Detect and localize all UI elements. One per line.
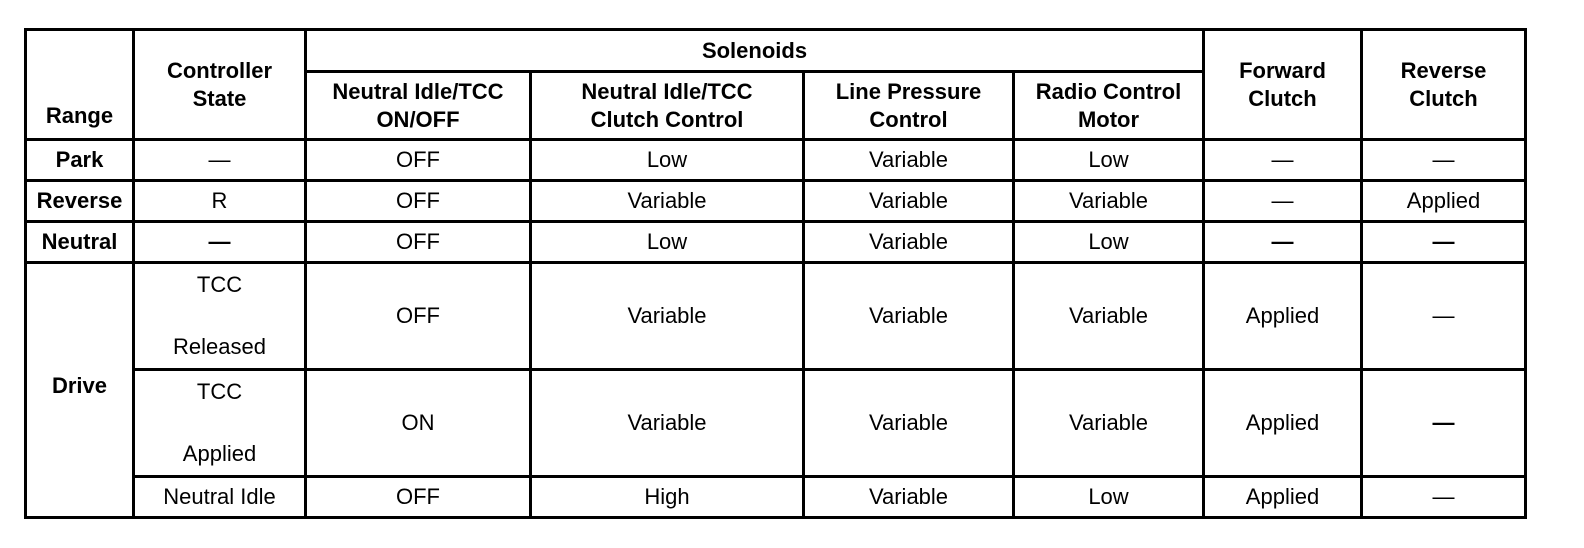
- neutral-idle-onoff-cell: ON: [306, 370, 531, 477]
- neutral-idle-onoff-cell: OFF: [306, 140, 531, 181]
- radio-control-cell: Variable: [1014, 181, 1204, 222]
- radio-control-cell: Variable: [1014, 370, 1204, 477]
- header-line-pressure-control: [804, 72, 1014, 140]
- reverse-clutch-cell: —: [1362, 370, 1526, 477]
- radio-control-cell: Low: [1014, 140, 1204, 181]
- header-forward-clutch-line2: Clutch: [1248, 85, 1317, 111]
- header-controller-state-line2: State: [192, 85, 247, 111]
- header-reverse-clutch-line2: Clutch: [1409, 85, 1478, 111]
- controller-state-bottom: Released: [173, 334, 266, 359]
- line-pressure-cell: Variable: [804, 181, 1014, 222]
- radio-control-cell: Low: [1014, 222, 1204, 263]
- table-row-drive-applied: [26, 370, 1526, 477]
- reverse-clutch-cell: —: [1362, 263, 1526, 370]
- header-range: Range: [26, 30, 134, 140]
- clutch-control-cell: High: [531, 477, 804, 518]
- forward-clutch-cell: —: [1204, 181, 1362, 222]
- controller-state-cell: —: [134, 222, 306, 263]
- controller-state-cell: [134, 370, 306, 477]
- forward-clutch-cell: Applied: [1204, 477, 1362, 518]
- range-reverse: Reverse: [26, 181, 134, 222]
- clutch-control-cell: Variable: [531, 263, 804, 370]
- header-reverse-clutch: [1362, 30, 1526, 140]
- controller-state-cell: [134, 263, 306, 370]
- radio-control-cell: Low: [1014, 477, 1204, 518]
- header-neutral-idle-clutch-control-line1: Neutral Idle/TCC: [581, 78, 753, 104]
- reverse-clutch-cell: Applied: [1362, 181, 1526, 222]
- range-neutral: Neutral: [26, 222, 134, 263]
- table-row-neutral: [26, 222, 1526, 263]
- controller-state-cell: Neutral Idle: [134, 477, 306, 518]
- range-drive: [26, 263, 134, 518]
- reverse-clutch-cell: —: [1362, 140, 1526, 181]
- header-radio-control-motor-line2: Motor: [1077, 106, 1140, 132]
- line-pressure-cell: Variable: [804, 140, 1014, 181]
- table-row-drive-released: [26, 263, 1526, 370]
- header-line-pressure-control-line1: Line Pressure: [835, 78, 982, 104]
- controller-state-top: TCC: [196, 379, 243, 404]
- radio-control-cell: Variable: [1014, 263, 1204, 370]
- header-neutral-idle-onoff-line1: Neutral Idle/TCC: [332, 78, 504, 104]
- reverse-clutch-cell: —: [1362, 477, 1526, 518]
- header-forward-clutch: [1204, 30, 1362, 140]
- controller-state-top: TCC: [196, 272, 243, 297]
- clutch-control-cell: Low: [531, 140, 804, 181]
- controller-state-bottom: Applied: [182, 441, 257, 466]
- header-neutral-idle-clutch-control-line2: Clutch Control: [590, 106, 744, 132]
- header-neutral-idle-onoff: [306, 72, 531, 140]
- controller-state-cell: —: [134, 140, 306, 181]
- clutch-control-cell: Variable: [531, 181, 804, 222]
- line-pressure-cell: Variable: [804, 477, 1014, 518]
- forward-clutch-cell: Applied: [1204, 263, 1362, 370]
- header-solenoids: Solenoids: [306, 30, 1204, 72]
- table-row-park: [26, 140, 1526, 181]
- header-neutral-idle-onoff-line2: ON/OFF: [376, 106, 460, 132]
- neutral-idle-onoff-cell: OFF: [306, 181, 531, 222]
- header-line-pressure-control-line2: Control: [869, 106, 948, 132]
- line-pressure-cell: Variable: [804, 370, 1014, 477]
- neutral-idle-onoff-cell: OFF: [306, 222, 531, 263]
- header-radio-control-motor-line1: Radio Control: [1035, 78, 1182, 104]
- forward-clutch-cell: Applied: [1204, 370, 1362, 477]
- table-row-drive-neutral-idle: [26, 477, 1526, 518]
- header-neutral-idle-clutch-control: [531, 72, 804, 140]
- header-reverse-clutch-line1: Reverse: [1400, 57, 1487, 83]
- controller-state-cell: R: [134, 181, 306, 222]
- range-drive-label: Drive: [51, 373, 108, 398]
- clutch-control-cell: Low: [531, 222, 804, 263]
- neutral-idle-onoff-cell: OFF: [306, 263, 531, 370]
- header-forward-clutch-line1: Forward: [1239, 57, 1326, 83]
- line-pressure-cell: Variable: [804, 222, 1014, 263]
- reverse-clutch-cell: —: [1362, 222, 1526, 263]
- header-controller-state-line1: Controller: [166, 57, 273, 83]
- header-controller-state: [134, 30, 306, 140]
- solenoid-application-table: [24, 28, 1527, 519]
- range-park: Park: [26, 140, 134, 181]
- header-row-1: [26, 30, 1526, 72]
- forward-clutch-cell: —: [1204, 140, 1362, 181]
- clutch-control-cell: Variable: [531, 370, 804, 477]
- line-pressure-cell: Variable: [804, 263, 1014, 370]
- table-row-reverse: [26, 181, 1526, 222]
- header-radio-control-motor: [1014, 72, 1204, 140]
- neutral-idle-onoff-cell: OFF: [306, 477, 531, 518]
- forward-clutch-cell: —: [1204, 222, 1362, 263]
